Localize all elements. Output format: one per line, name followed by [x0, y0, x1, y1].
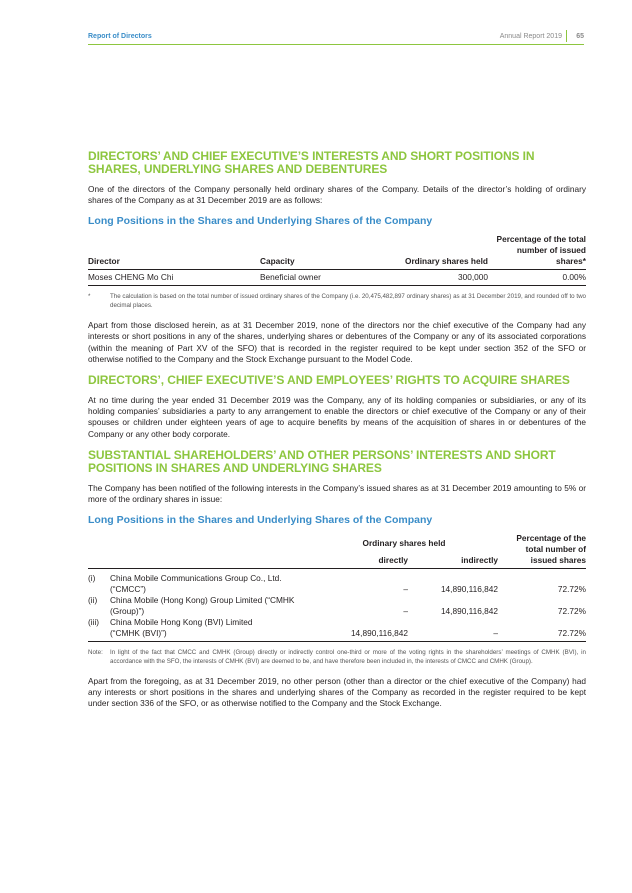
- cell-percentage: 72.72%: [557, 584, 586, 595]
- col-directly: directly: [378, 555, 408, 566]
- section-title-directors-interests: DIRECTORS’ AND CHIEF EXECUTIVE’S INTERESTS AND SHORT POSITIONS IN SHARES, UNDERLYING SHARES AND DEBENTURES: [88, 149, 535, 176]
- section-title-rights: DIRECTORS’, CHIEF EXECUTIVE’S AND EMPLOYEES’ RIGHTS TO ACQUIRE SHARES: [88, 373, 570, 388]
- section1-paragraph: Apart from those disclosed herein, as at 31 December 2019, none of the directors nor the chief executive of the Company had any interests or short positions in any of the shares, underlying shares or debentures of the Company or any of its associated corporations (within the meaning of Part XV of the SFO) that is recorded in the register required to be kept under section 352 of the SFO or otherwise notified to the Company and the Stock Exchange pursuant to the Model Code.: [88, 320, 586, 364]
- page-content: [88, 150, 586, 719]
- section-title-substantial-shareholders: SUBSTANTIAL SHAREHOLDERS’ AND OTHER PERSONS’ INTERESTS AND SHORT POSITIONS IN SHARES AND UNDERLYING SHARES: [88, 447, 556, 475]
- section2-paragraph: At no time during the year ended 31 December 2019 was the Company, any of its holding companies or subsidiaries, or any of its holding companies’ subsidiaries a party to any arrangement to enable the directors or chief executive of the Company or any of their spouses or children under eighteen years of age to acquire benefits by means of the acquisition of shares in or debentures of the Company or any other body corporate.: [88, 395, 586, 439]
- table-header-row: [88, 533, 586, 550]
- col-percentage: Percentage of the total number of issued shares: [516, 533, 586, 566]
- footnote: [88, 293, 586, 310]
- cell-percentage: 72.72%: [557, 606, 586, 617]
- col-percentage: Percentage of the total number of issued shares*: [496, 234, 586, 267]
- footnote-text: The calculation is based on the total number of issued ordinary shares of the Company (i.e. 20,475,482,897 ordinary shares) as at 31 December 2019, and rounded off to two decimal places.: [110, 293, 586, 309]
- shareholder-name: China Mobile Hong Kong (BVI) Limited (“CMHK (BVI)”): [110, 617, 310, 642]
- table-row: [88, 595, 586, 617]
- header-section-title: Report of Directors: [88, 33, 152, 40]
- shareholder-name: China Mobile Communications Group Co., Ltd. (“CMCC”): [110, 573, 282, 595]
- footnote-mark: *: [88, 293, 91, 301]
- section1-intro: One of the directors of the Company personally held ordinary shares of the Company. Details of the director’s holding of ordinary shares of the Company as at 31 December 2019 are as follows:: [88, 184, 586, 206]
- row-number: (ii): [88, 595, 98, 606]
- shareholder-name: China Mobile (Hong Kong) Group Limited (“CMHK (Group)”): [110, 595, 295, 617]
- cell-shares: 300,000: [458, 272, 488, 283]
- col-shares: Ordinary shares held: [404, 256, 488, 267]
- note-text: In light of the fact that CMCC and CMHK (Group) directly or indirectly control one-third or more of the voting rights in the shareholders’ meetings of CMHK (BVI), in accordance with the SFO, the interests of CMHK (BVI) are deemed to be, and have therefore been included in, the interests of CMCC and CMHK (Group).: [110, 649, 586, 665]
- header-separator: [566, 30, 567, 42]
- cell-indirectly: 14,890,116,842: [440, 584, 498, 595]
- row-number: (iii): [88, 617, 110, 642]
- section3-subtitle: Long Positions in the Shares and Underlying Shares of the Company: [88, 514, 433, 527]
- row-number: (i): [88, 573, 96, 584]
- page-header: [88, 27, 584, 45]
- cell-directly: 14,890,116,842: [310, 617, 408, 642]
- directors-holdings-table: [88, 234, 586, 286]
- cell-director: Moses CHENG Mo Chi: [88, 272, 174, 283]
- header-rule: [88, 44, 584, 45]
- section3-paragraph: Apart from the foregoing, as at 31 December 2019, no other person (other than a director or the chief executive of the Company) had any interests or short positions in the shares and underlying shares of the Company as recorded in the register required to be kept under section 336 of the SFO, or as otherwise notified to the Company and the Stock Exchange.: [88, 676, 586, 709]
- cell-percentage: 0.00%: [562, 272, 586, 283]
- header-report-title: Annual Report 2019: [499, 33, 562, 40]
- cell-directly: –: [403, 584, 408, 595]
- cell-indirectly: 14,890,116,842: [440, 606, 498, 617]
- cell-percentage: 72.72%: [498, 617, 586, 642]
- note-label: Note:: [88, 649, 103, 657]
- col-director: Director: [88, 256, 120, 267]
- col-group-shares-held: Ordinary shares held: [362, 537, 446, 548]
- table-note: [88, 649, 586, 666]
- table-row: [88, 617, 586, 642]
- cell-capacity: Beneficial owner: [260, 272, 321, 283]
- table-row: [88, 270, 586, 286]
- substantial-shareholders-table: [88, 533, 586, 642]
- section1-subtitle: Long Positions in the Shares and Underlying Shares of the Company: [88, 215, 433, 228]
- col-indirectly: indirectly: [461, 555, 498, 566]
- section3-intro: The Company has been notified of the following interests in the Company’s issued shares as at 31 December 2019 amounting to 5% or more of the ordinary shares in issue:: [88, 482, 586, 505]
- col-capacity: Capacity: [260, 256, 295, 267]
- cell-indirectly: –: [408, 617, 498, 642]
- table-header-row: [88, 234, 586, 270]
- table-row: [88, 569, 586, 596]
- page-number: 65: [576, 33, 584, 40]
- cell-directly: –: [403, 606, 408, 617]
